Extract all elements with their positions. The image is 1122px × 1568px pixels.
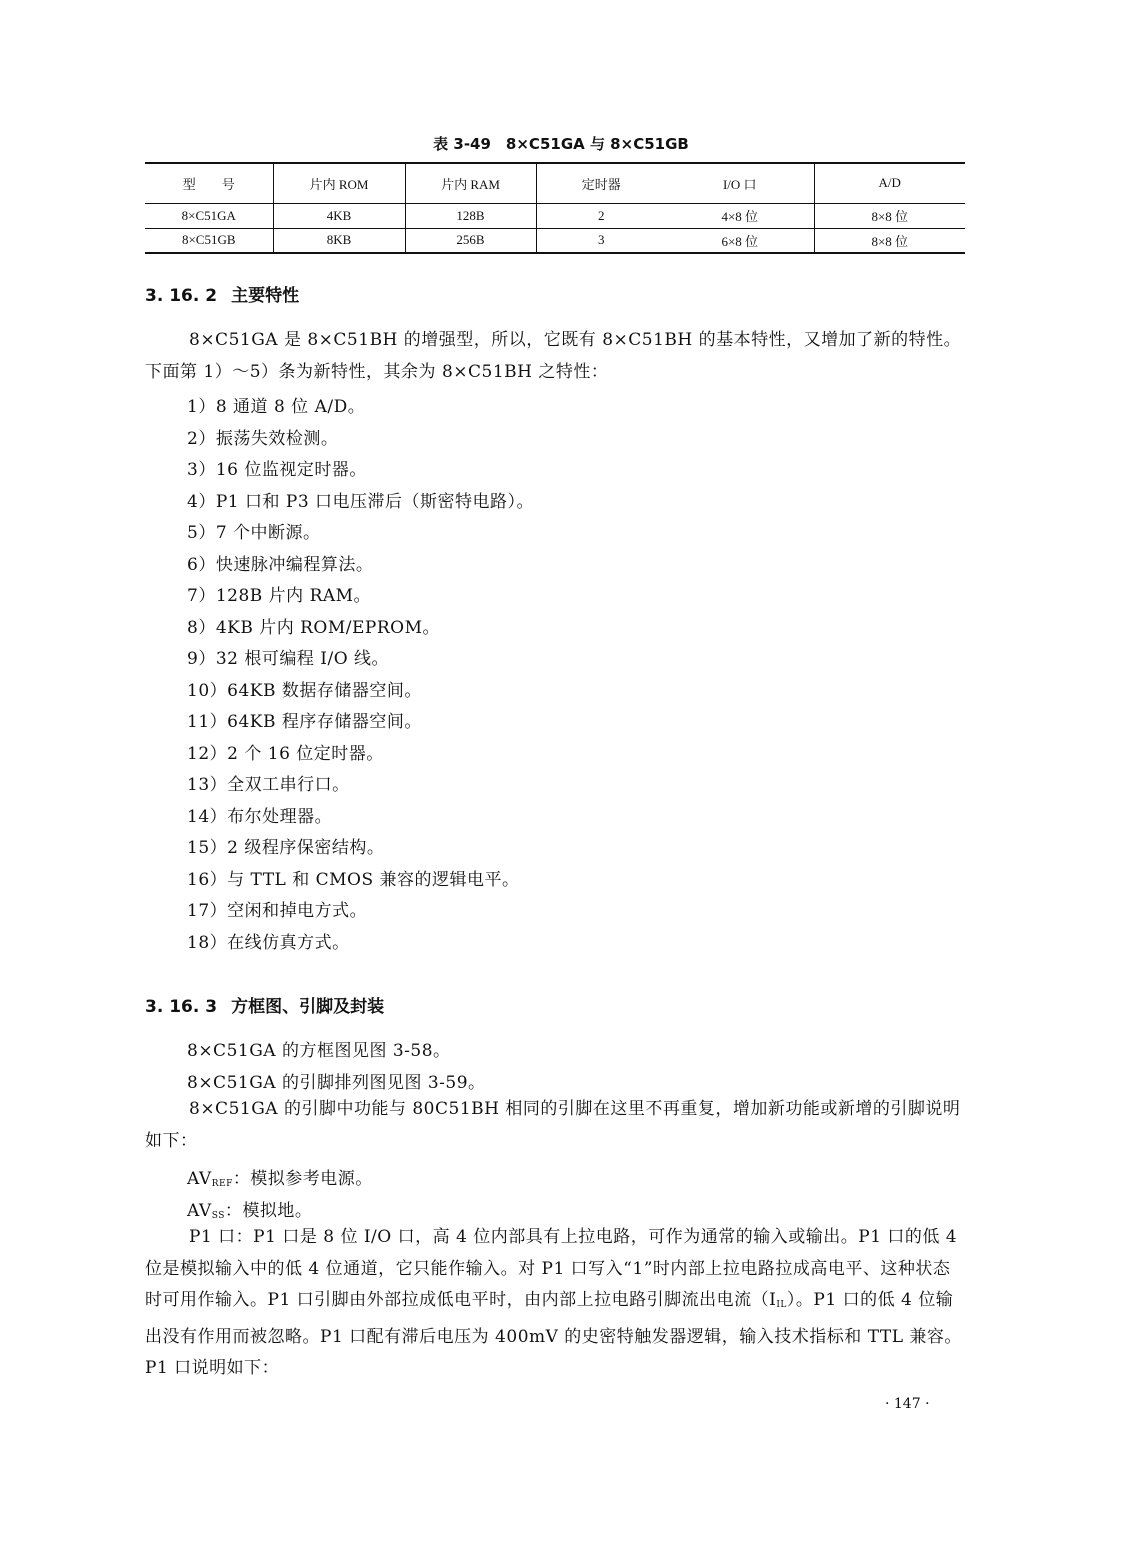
avref-subscript: REF (211, 1179, 233, 1189)
pinout-ref: 8×C51GA 的引脚排列图见图 3-59。 (187, 1073, 486, 1093)
table-header-cell: 片内 RAM (405, 163, 536, 203)
avref-description: ：模拟参考电源。 (232, 1169, 373, 1189)
intro-paragraph (145, 325, 967, 388)
table-row (145, 203, 965, 228)
table-caption: 表 3-49 8×C51GA 与 8×C51GB (433, 135, 689, 153)
avss-label: AV (187, 1201, 212, 1221)
list-item: 6）快速脉冲编程算法。 (187, 554, 374, 575)
p1-text-part1: P1 口：P1 口是 8 位 I/O 口，高 4 位内部具有上拉电路，可作为通常的输入或输出。P1 口的低 4 位是模拟输入中的低 4 位通道，它只能作输入。对 P1 口写入“1”时内部上拉电路拉成高电平、这种状态时可用作输入。P1 口引脚由外部拉成低电平时，由内部上拉电路引脚流出电流（I (145, 1227, 958, 1310)
section-title: 方框图、引脚及封装 (231, 997, 385, 1017)
spec-table (145, 162, 965, 254)
list-item: 12）2 个 16 位定时器。 (187, 743, 384, 764)
table-cell: 4KB (273, 203, 405, 228)
block-diagram-ref: 8×C51GA 的方框图见图 3-58。 (187, 1041, 451, 1061)
avss-line (187, 1196, 312, 1221)
list-item: 15）2 级程序保密结构。 (187, 838, 385, 858)
table-cell: 4×8 位 (721, 209, 759, 224)
list-item: 3）16 位监视定时器。 (187, 460, 367, 480)
list-item: 16）与 TTL 和 CMOS 兼容的逻辑电平。 (187, 869, 520, 890)
section-number: 3. 16. 3 (145, 997, 218, 1017)
pins-text: 8×C51GA 的引脚中功能与 80C51BH 相同的引脚在这里不再重复，增加新功能或新增的引脚说明如下： (145, 1099, 961, 1151)
page-number: · 147 · (885, 1396, 930, 1412)
table-cell: 256B (405, 228, 536, 253)
list-item: 18）在线仿真方式。 (187, 932, 350, 953)
table-row (145, 228, 965, 253)
p1-text-part2: ）。P1 口的低 4 位输出没有作用而被忽略。P1 口配有滞后电压为 400mV 的史密特触发器逻辑，输入技术指标和 TTL 兼容。P1 口说明如下： (145, 1290, 962, 1378)
list-item: 8）4KB 片内 ROM/EPROM。 (187, 617, 440, 638)
avss-description: ：模拟地。 (224, 1201, 313, 1221)
p1-subscript: IL (776, 1300, 787, 1310)
list-item: 4）P1 口和 P3 口电压滞后（斯密特电路）。 (187, 491, 535, 512)
table-header-cell: 片内 ROM (273, 163, 405, 203)
table-cell: 128B (405, 203, 536, 228)
avref-label: AV (187, 1169, 212, 1189)
list-item: 17）空闲和掉电方式。 (187, 901, 368, 921)
list-item: 2）振荡失效检测。 (187, 428, 339, 449)
table-cell: 2 (536, 203, 666, 228)
pins-paragraph (145, 1094, 967, 1157)
intro-text: 8×C51GA 是 8×C51BH 的增强型，所以，它既有 8×C51BH 的基本特性，又增加了新的特性。下面第 1）～5）条为新特性，其余为 8×C51BH 之特性： (145, 330, 962, 382)
table-cell: 8×C51GB (145, 228, 273, 253)
section-heading-main-features (145, 281, 299, 306)
table-cell: 6×8 位 (666, 228, 814, 253)
list-item: 9）32 根可编程 I/O 线。 (187, 649, 390, 669)
table-header-cell: 型 号 (145, 163, 273, 203)
table-cell: 8×8 位 (814, 228, 965, 253)
list-item: 7）128B 片内 RAM。 (187, 586, 372, 606)
table-header-row (145, 163, 965, 203)
table-cell: 8×8 位 (814, 203, 965, 228)
list-item: 1）8 通道 8 位 A/D。 (187, 397, 366, 417)
table-cell: 8×C51GA (181, 207, 236, 223)
table-cell: 3 (536, 228, 666, 253)
list-item: 5）7 个中断源。 (187, 523, 321, 543)
list-item: 14）布尔处理器。 (187, 806, 333, 827)
list-item: 10）64KB 数据存储器空间。 (187, 680, 422, 701)
section-title: 主要特性 (231, 286, 300, 306)
table-cell: 8KB (273, 228, 405, 253)
avref-line (187, 1164, 373, 1189)
table-header-cell: A/D (814, 163, 965, 203)
list-item: 13）全双工串行口。 (187, 775, 350, 795)
p1-paragraph (145, 1222, 967, 1385)
list-item: 11）64KB 程序存储器空间。 (187, 712, 422, 732)
feature-list (187, 392, 534, 959)
section-heading-block-diagram (145, 992, 384, 1017)
table-header-cell: I/O 口 (666, 163, 814, 203)
section-number: 3. 16. 2 (145, 286, 218, 306)
table-header-cell: 定时器 (536, 163, 666, 203)
avss-subscript: SS (211, 1211, 225, 1221)
